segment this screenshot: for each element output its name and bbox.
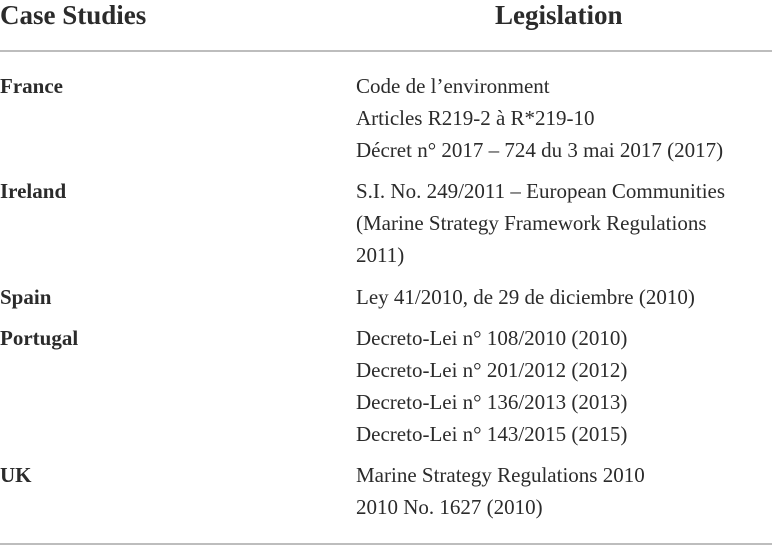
legislation-line: S.I. No. 249/2011 – European Communities — [356, 179, 726, 203]
legislation-line: Decreto-Lei n° 108/2010 (2010) — [356, 326, 628, 350]
header-divider — [0, 50, 772, 52]
country-cell: UK — [0, 463, 32, 487]
legislation-cell — [356, 175, 772, 271]
legislation-line: 2010 No. 1627 (2010) — [356, 495, 543, 519]
legislation-line: Code de l’environment — [356, 74, 550, 98]
legislation-line: Decreto-Lei n° 143/2015 (2015) — [356, 422, 628, 446]
table-bottom-rule — [0, 543, 772, 545]
legislation-cell — [356, 281, 772, 313]
legislation-line: Marine Strategy Regulations 2010 — [356, 463, 645, 487]
legislation-line: Articles R219-2 à R*219-10 — [356, 106, 595, 130]
legislation-line: Decreto-Lei n° 201/2012 (2012) — [356, 358, 628, 382]
legislation-cell — [356, 322, 772, 450]
legislation-line: 2011) — [356, 243, 405, 267]
column-header-legislation: Legislation — [495, 0, 623, 30]
legislation-line: Décret n° 2017 – 724 du 3 mai 2017 (2017) — [356, 138, 724, 162]
legislation-line: (Marine Strategy Framework Regulations — [356, 211, 707, 235]
legislation-cell — [356, 459, 772, 523]
legislation-line: Ley 41/2010, de 29 de diciembre (2010) — [356, 285, 695, 309]
country-cell: Spain — [0, 285, 52, 309]
country-cell: Portugal — [0, 326, 79, 350]
country-cell: France — [0, 74, 63, 98]
country-cell: Ireland — [0, 179, 67, 203]
column-header-case-studies: Case Studies — [0, 0, 147, 30]
legislation-line: Decreto-Lei n° 136/2013 (2013) — [356, 390, 628, 414]
legislation-cell — [356, 70, 772, 166]
